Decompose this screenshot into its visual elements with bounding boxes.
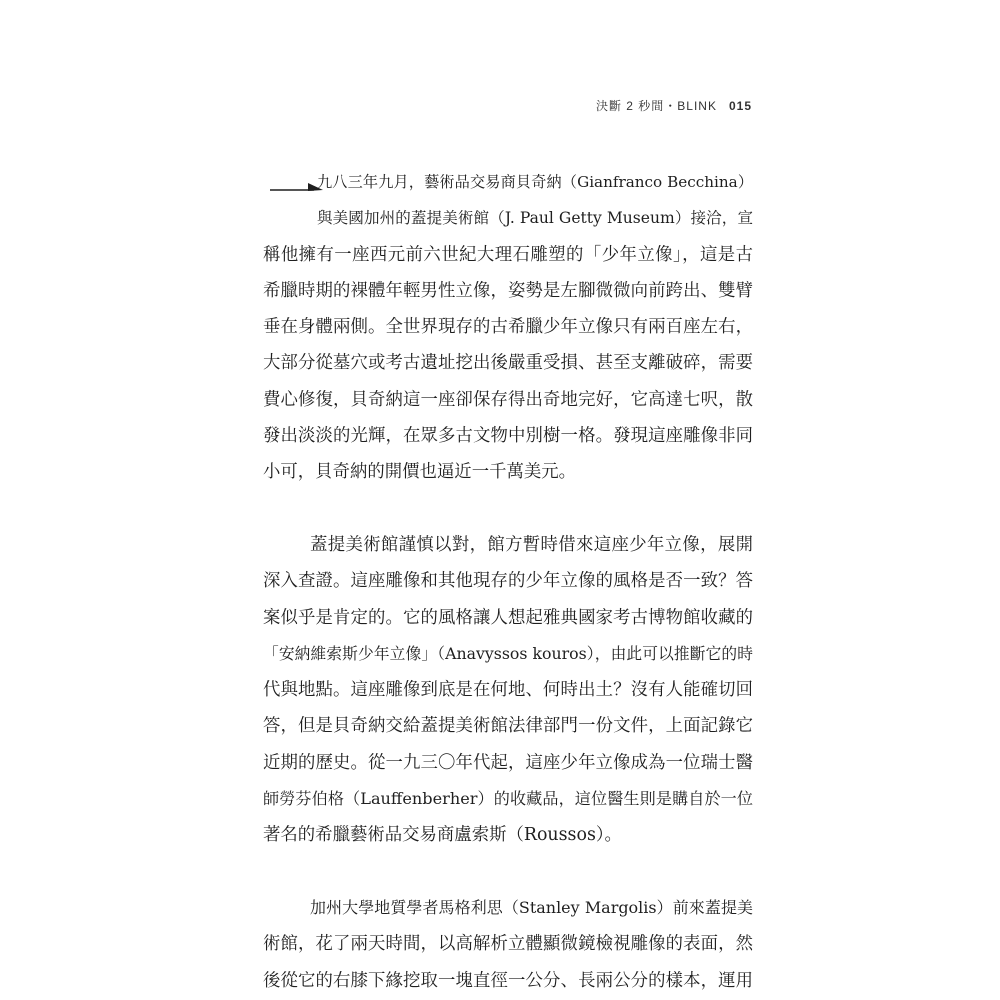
text-line: 著名的希臘藝術品交易商盧索斯（Roussos）。 xyxy=(263,825,622,846)
text-line: 師勞芬伯格（Lauffenberher）的收藏品，這位醫生則是購自於一位 xyxy=(263,789,753,809)
body-text xyxy=(263,164,753,999)
text-line: 大部分從墓穴或考古遺址挖出後嚴重受損、甚至支離破碎，需要 xyxy=(263,353,753,374)
text-line: 「安納維索斯少年立像」（Anavyssos kouros），由此可以推斷它的時 xyxy=(263,643,753,663)
text-line: 案似乎是肯定的。它的風格讓人想起雅典國家考古博物館收藏的 xyxy=(263,607,753,628)
text-line: 稱他擁有一座西元前六世紀大理石雕塑的「少年立像」，這是古 xyxy=(263,244,753,265)
text-line: 垂在身體兩側。全世界現存的古希臘少年立像只有兩百座左右， xyxy=(263,317,753,338)
text-line: 加州大學地質學者馬格利思（Stanley Margolis）前來蓋提美 xyxy=(310,897,753,917)
paragraph-gap xyxy=(263,854,753,890)
text-line: 深入查證。這座雕像和其他現存的少年立像的風格是否一致？答 xyxy=(263,571,753,592)
text-line: 術館，花了兩天時間，以高解析立體顯微鏡檢視雕像的表面，然 xyxy=(263,934,753,955)
text-line: 答，但是貝奇納交給蓋提美術館法律部門一份文件，上面記錄它 xyxy=(263,716,753,737)
running-title: 決斷 2 秒間・BLINK xyxy=(595,99,717,113)
text-line: 後從它的右膝下緣挖取一塊直徑一公分、長兩公分的樣本，運用 xyxy=(263,970,753,991)
paragraph-gap xyxy=(263,491,753,527)
text-line: 近期的歷史。從一九三〇年代起，這座少年立像成為一位瑞士醫 xyxy=(263,752,753,773)
text-line: 九八三年九月，藝術品交易商貝奇納（Gianfranco Becchina） xyxy=(317,173,753,191)
page-number: 015 xyxy=(728,99,752,113)
text-line: 代與地點。這座雕像到底是在何地、何時出土？沒有人能確切回 xyxy=(263,680,753,701)
text-line: 發出淡淡的光輝，在眾多古文物中別樹一格。發現這座雕像非同 xyxy=(263,426,753,447)
text-line: 蓋提美術館謹慎以對，館方暫時借來這座少年立像，展開 xyxy=(310,534,753,555)
text-line: 希臘時期的裸體年輕男性立像，姿勢是左腳微微向前跨出、雙臂 xyxy=(263,280,753,301)
text-line: 小可，貝奇納的開價也逼近一千萬美元。 xyxy=(263,462,577,483)
running-head xyxy=(596,97,752,114)
text-line: 費心修復，貝奇納這一座卻保存得出奇地完好，它高達七呎，散 xyxy=(263,389,753,410)
text-line: 與美國加州的蓋提美術館（J. Paul Getty Museum）接洽，宣 xyxy=(317,209,753,228)
